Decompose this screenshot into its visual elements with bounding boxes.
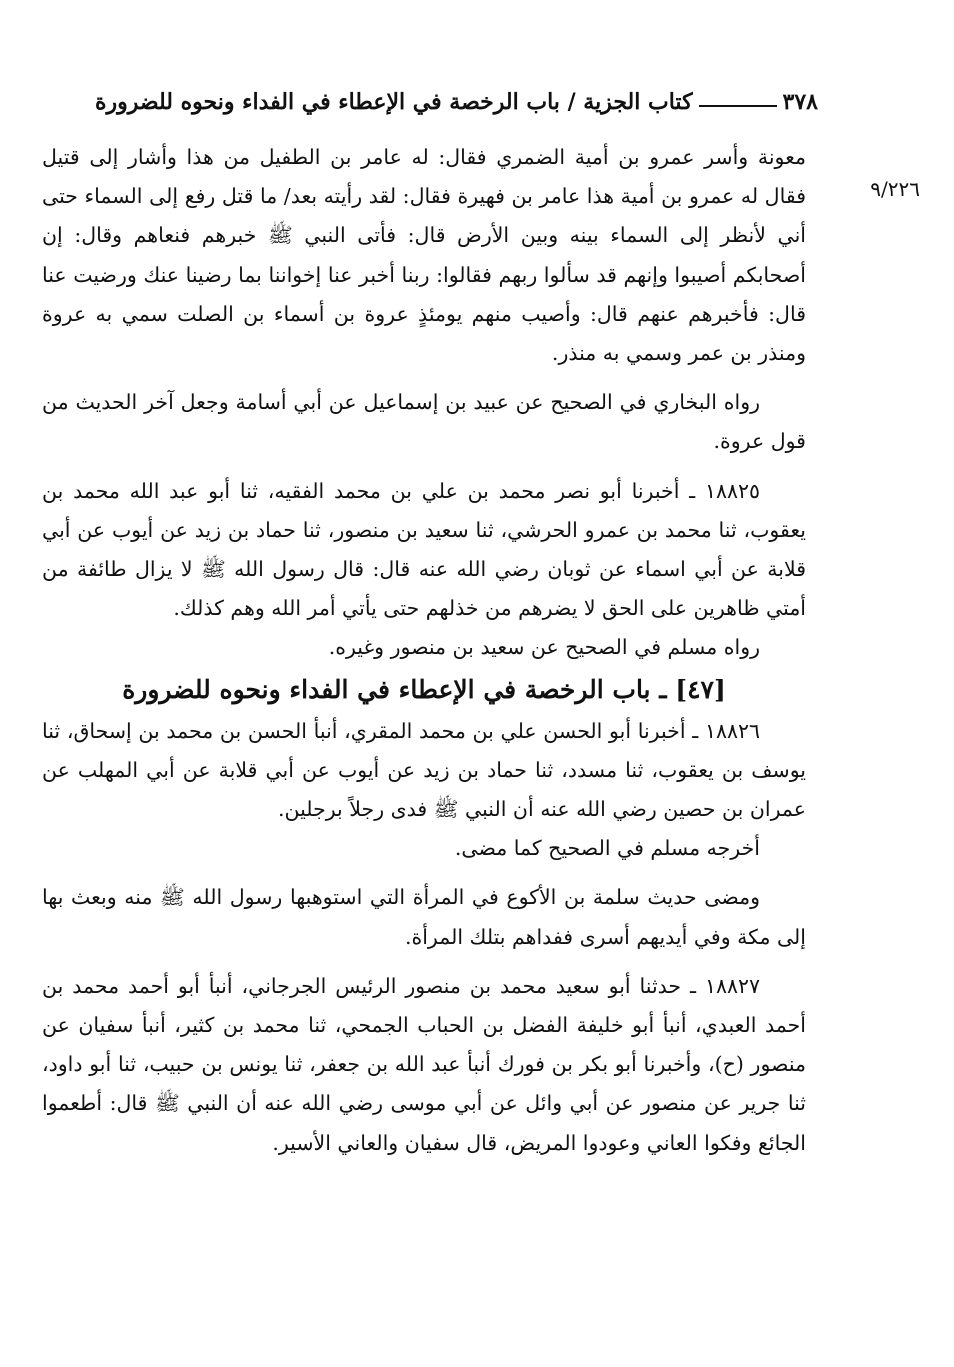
- text-body: [42, 138, 806, 1163]
- hadith-18826: ١٨٨٢٦ ـ أخبرنا أبو الحسن علي بن محمد المقري، أنبأ الحسن بن محمد بن إسحاق، ثنا يوسف بن يعقوب، ثنا مسدد، ثنا حماد بن زيد عن أيوب عن أبي قلابة عن أبي المهلب عن عمران بن حصين رضي الله عنه أن النبي ﷺ فدى رجلاً برجلين.: [42, 718, 806, 822]
- paragraph-4: رواه مسلم في الصحيح عن سعيد بن منصور وغيره.: [328, 635, 760, 660]
- page-number: ٣٧٨: [782, 89, 818, 115]
- margin-reference: ٩/٢٢٦: [870, 177, 920, 201]
- hadith-18825: ١٨٨٢٥ ـ أخبرنا أبو نصر محمد بن علي بن محمد الفقيه، ثنا أبو عبد الله محمد بن يعقوب، ثنا محمد بن عمرو الحرشي، ثنا سعيد بن منصور، ثنا حماد بن زيد عن أيوب عن أبي قلابة عن أبي اسماء عن ثوبان رضي الله عنه قال: قال رسول الله ﷺ لا يزال طائفة من أمتي ظاهرين على الحق لا يضرهم من خذلهم حتى يأتي أمر الله وهم كذلك.: [42, 478, 806, 621]
- paragraph-6: أخرجه مسلم في الصحيح كما مضى.: [454, 836, 760, 861]
- chapter-heading: [٤٧] ـ باب الرخصة في الإعطاء في الفداء ونحوه للضرورة: [122, 674, 726, 704]
- hadith-18827: ١٨٨٢٧ ـ حدثنا أبو سعيد محمد بن منصور الرئيس الجرجاني، أنبأ أبو أحمد محمد بن أحمد العبدي، أنبأ أبو خليفة الفضل بن الحباب الجمحي، ثنا محمد بن كثير، أنبأ سفيان عن منصور (ح)، وأخبرنا أبو بكر بن فورك أنبأ عبد الله بن جعفر، ثنا يونس بن حبيب، ثنا أبو داود، ثنا جرير عن منصور عن أبي وائل عن أبي موسى رضي الله عنه أن النبي ﷺ قال: أطعموا الجائع وفكوا العاني وعودوا المريض، قال سفيان والعاني الأسير.: [42, 973, 806, 1155]
- header-title: كتاب الجزية / باب الرخصة في الإعطاء في الفداء ونحوه للضرورة: [95, 89, 693, 115]
- header-rule: [699, 105, 777, 107]
- running-header: [28, 82, 818, 122]
- paragraph-7: ومضى حديث سلمة بن الأكوع في المرأة التي استوهبها رسول الله ﷺ منه وبعث بها إلى مكة وفي أيديهم أسرى ففداهم بتلك المرأة.: [42, 885, 806, 949]
- paragraph-1: معونة وأسر عمرو بن أمية الضمري فقال: له عامر بن الطفيل من هذا وأشار إلى قتيل فقال له عمرو بن أمية هذا عامر بن فهيرة فقال: لقد رأيته بعد/ ما قتل رفع إلى السماء حتى أني لأنظر إلى السماء بينه وبين الأرض قال: فأتى النبي ﷺ خبرهم فنعاهم وقال: إن أصحابكم أصيبوا وإنهم قد سألوا ربهم فقالوا: ربنا أخبر عنا إخواننا بما رضينا عنك ورضيت عنا قال: فأخبرهم عنهم قال: وأصيب منهم يومئذٍ عروة بن أسماء بن الصلت سمي به عروة ومنذر بن عمر وسمي به منذر.: [42, 145, 806, 366]
- paragraph-2: رواه البخاري في الصحيح عن عبيد بن إسماعيل عن أبي أسامة وجعل آخر الحديث من قول عروة.: [42, 390, 806, 454]
